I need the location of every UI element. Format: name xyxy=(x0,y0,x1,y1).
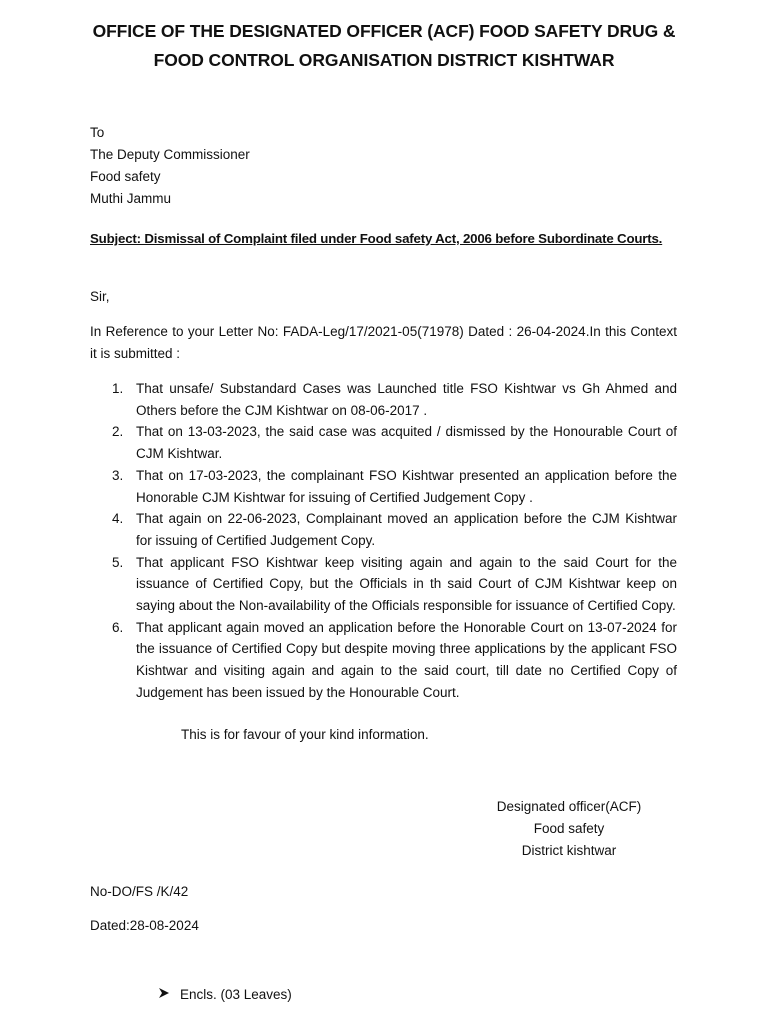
list-item xyxy=(90,465,677,508)
addressee-line-2: Food safety xyxy=(90,169,161,184)
list-item xyxy=(90,378,677,421)
enclosure-text: Encls. (03 Leaves) xyxy=(180,987,292,1002)
closing-line: This is for favour of your kind information. xyxy=(181,727,429,742)
list-item-text: That unsafe/ Substandard Cases was Launched title FSO Kishtwar vs Gh Ahmed and Others before the CJM Kishtwar on 08-06-2017 . xyxy=(136,381,677,418)
list-item xyxy=(90,508,677,551)
signature-line-2: Food safety xyxy=(533,821,605,836)
addressee-to: To xyxy=(90,125,105,140)
signature-line-3: District kishtwar xyxy=(521,843,617,858)
list-item-number: 3. xyxy=(112,467,124,483)
list-item-number: 2. xyxy=(112,424,124,440)
reference-paragraph: In Reference to your Letter No: FADA-Leg/17/2021-05(71978) Dated : 26-04-2024.In this Context it is submitted : xyxy=(90,324,677,361)
list-item xyxy=(90,421,677,464)
list-item xyxy=(90,552,677,617)
list-item xyxy=(90,617,677,704)
submission-points-list xyxy=(90,378,677,704)
office-title-line-1: OFFICE OF THE DESIGNATED OFFICER (ACF) FOOD SAFETY DRUG & xyxy=(92,21,676,41)
list-item-text: That applicant FSO Kishtwar keep visiting again and again to the said Court for the issuance of Certified Copy, but the Officials in th said Court of CJM Kishtwar keep on saying about the Non-availability of the Officials responsible for issuance of Certified Copy. xyxy=(136,554,677,614)
list-item-number: 4. xyxy=(112,511,124,527)
subject-line: Subject: Dismissal of Complaint filed under Food safety Act, 2006 before Subordinate Courts. xyxy=(90,231,663,246)
list-item-number: 6. xyxy=(112,619,124,635)
office-title-line-2: FOOD CONTROL ORGANISATION DISTRICT KISHTWAR xyxy=(153,50,615,70)
addressee-block xyxy=(90,122,250,210)
salutation: Sir, xyxy=(90,289,110,304)
signature-line-1: Designated officer(ACF) xyxy=(496,799,642,814)
reference-number: No-DO/FS /K/42 xyxy=(90,884,189,899)
addressee-line-3: Muthi Jammu xyxy=(90,191,172,206)
dated-line: Dated:28-08-2024 xyxy=(90,918,199,933)
list-item-number: 1. xyxy=(112,381,124,396)
arrow-bullet-icon xyxy=(158,987,180,1002)
addressee-line-1: The Deputy Commissioner xyxy=(90,147,250,162)
signature-block xyxy=(470,796,668,862)
list-item-text: That applicant again moved an application before the Honorable Court on 13-07-2024 for the issuance of Certified Copy but despite moving three applications by the applicant FSO Kishtwar and visiting again and again to the said court, till date no Certified Copy of Judgement has been issued by the Honourable Court. xyxy=(136,619,677,700)
list-item-text: That again on 22-06-2023, Complainant moved an application before the CJM Kishtwar for issuing of Certified Judgement Copy. xyxy=(136,511,677,548)
enclosure-line xyxy=(158,987,292,1002)
office-title xyxy=(60,17,708,75)
list-item-number: 5. xyxy=(112,554,124,570)
list-item-text: That on 13-03-2023, the said case was acquited / dismissed by the Honourable Court of CJM Kishtwar. xyxy=(136,424,677,462)
list-item-text: That on 17-03-2023, the complainant FSO Kishtwar presented an application before the Honorable CJM Kishtwar for issuing of Certified Judgement Copy . xyxy=(136,467,677,505)
